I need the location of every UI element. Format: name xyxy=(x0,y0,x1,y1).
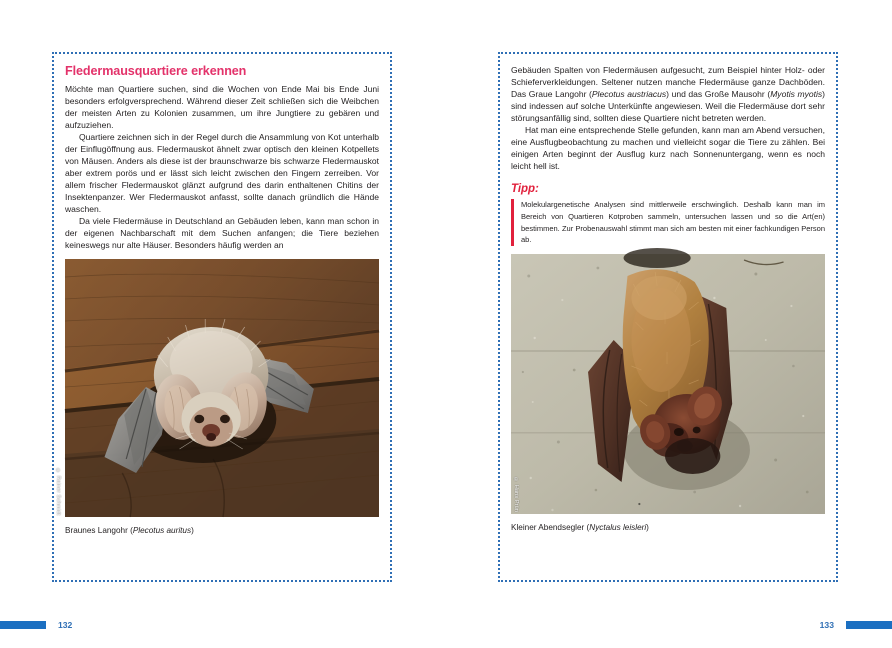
folio-left xyxy=(0,620,72,630)
caption-latin-name: Nyctalus leisleri xyxy=(589,522,647,532)
caption-common-name: Kleiner Abendsegler ( xyxy=(511,522,590,532)
page-number: 133 xyxy=(819,620,834,630)
photo-credit: © Rainer Schmidt xyxy=(55,467,61,516)
folio-right xyxy=(820,620,892,630)
paragraph: Hat man eine entsprechende Stelle gefunden, kann man am Abend versuchen, eine Ausflugbeobachtung zu machen und vielleicht sogar die Tiere zu zählen. Bei einigen Arten beginnt der Ausflug kurz nach Sonnenuntergang, wenn es noch leicht hell ist. xyxy=(511,125,825,172)
folio-bar-icon xyxy=(0,621,46,629)
figure-caption xyxy=(511,522,825,534)
paragraph: Gebäuden Spalten von Fledermäusen aufgesucht, zum Beispiel hinter Holz- oder Schieferverkleidungen. Seltener nutzen manche Fledermäuse ganze Dachböden. Das Graue Langohr (Plecotus austriacus) und das Große Mausohr (Myotis myotis) sind indessen auf solche Unterkünfte angewiesen. Weil die Fledermäuse dort sehr störungsanfällig sind, sollten diese Quartiere nicht betreten werden. xyxy=(511,65,825,124)
tipp-accent-bar xyxy=(511,199,514,245)
caption-close-paren: ) xyxy=(191,526,194,536)
figure-lesser-noctule-bat xyxy=(511,254,825,534)
figure-brown-long-eared-bat xyxy=(55,259,379,537)
folio-bar-icon xyxy=(846,621,892,629)
page-right xyxy=(498,52,838,582)
caption-close-paren: ) xyxy=(646,522,649,532)
paragraph: Möchte man Quartiere suchen, sind die Wochen von Ende Mai bis Ende Juni besonders erfolgversprechend. Während dieser Zeit schließen sich die Weibchen der meisten Arten zu Kolonien zusammen, um ihre Jungtiere zu gebären und aufzuziehen. xyxy=(65,83,379,130)
caption-common-name: Braunes Langohr ( xyxy=(65,526,133,536)
caption-latin-name: Plecotus auritus xyxy=(132,526,192,536)
tipp-heading: Tipp: xyxy=(511,183,539,196)
page-title: Fledermausquartiere erkennen xyxy=(65,64,247,78)
photo-credit: © Hans Prün xyxy=(513,476,519,512)
tipp-box xyxy=(511,199,825,245)
tipp-text: Molekulargenetische Analysen sind mittlerweile erschwinglich. Deshalb kann man im Bereich von Quartieren Kotproben sammeln, untersuchen lassen und so die Art(en) bestimmen. Zur Probenauswahl stimmt man sich am besten mit einer fachkundigen Person ab. xyxy=(521,200,825,245)
figure-caption xyxy=(65,525,379,537)
paragraph: Da viele Fledermäuse in Deutschland an Gebäuden leben, kann man schon in der eigenen Nachbarschaft mit dem Suchen anfangen; die Tiere beziehen keineswegs nur alte Häuser. Besonders häufig werden an xyxy=(65,216,379,251)
page-left xyxy=(52,52,392,582)
photo-brown-long-eared-bat xyxy=(55,259,379,517)
page-number: 132 xyxy=(58,620,73,630)
photo-lesser-noctule-bat xyxy=(511,254,825,514)
paragraph: Quartiere zeichnen sich in der Regel durch die Ansammlung von Kot unterhalb der Einflugöffnung aus. Fledermauskot ähnelt zwar optisch den kleinen Kotpellets von Mäusen. Anders als diese ist der braunschwarze bis schwarze Fledermauskot aber extrem porös und er lässt sich leicht zwischen den Fingern zerreiben. Vor allem frischer Fledermauskot glänzt aufgrund des darin enthaltenen Chitins der Insektenpanzer. Wer Fledermauskot anfasst, sollte danach gründlich die Hände waschen. xyxy=(65,131,379,215)
